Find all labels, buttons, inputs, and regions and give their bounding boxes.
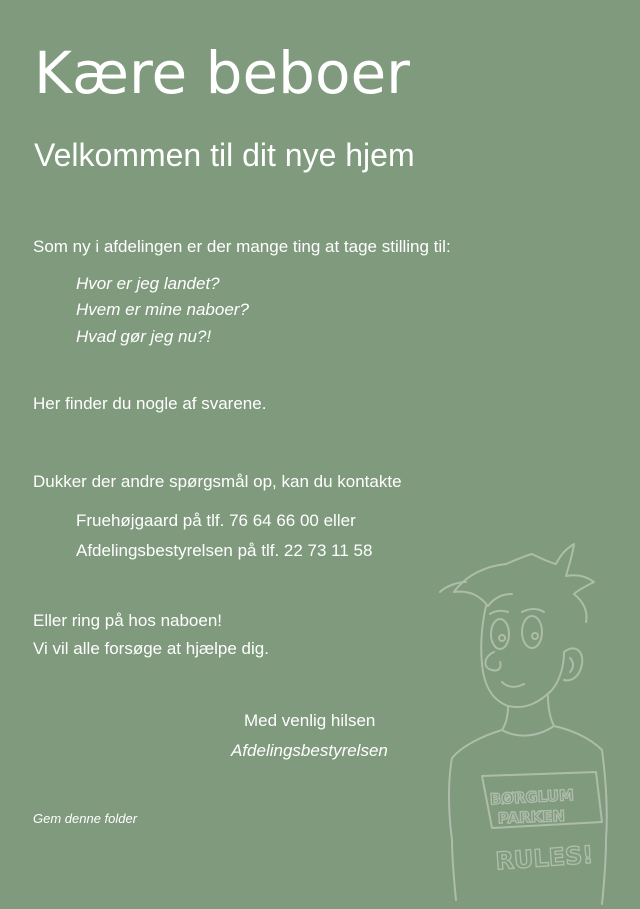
closing-greeting: Med venlig hilsen <box>244 711 376 730</box>
footer-note: Gem denne folder <box>33 811 138 826</box>
cartoon-resident-drawing-icon <box>436 540 636 909</box>
question-item: Hvem er mine naboer? <box>76 300 249 319</box>
closing-signature: Afdelingsbestyrelsen <box>231 741 388 760</box>
page-subtitle: Velkommen til dit nye hjem <box>34 137 415 173</box>
neighbor-text: Eller ring på hos naboen! <box>33 611 223 630</box>
page-title: Kære beboer <box>34 39 411 107</box>
question-item: Hvor er jeg landet? <box>76 274 220 293</box>
intro-text: Som ny i afdelingen er der mange ting at tage stilling til: <box>33 237 451 256</box>
contact-phone-administrator: Fruehøjgaard på tlf. 76 64 66 00 eller <box>76 511 356 530</box>
help-text: Vi vil alle forsøge at hjælpe dig. <box>33 639 269 658</box>
svg-text:RULES!: RULES! <box>494 840 595 876</box>
svg-text:BØRGLUM: BØRGLUM <box>489 786 575 809</box>
contact-intro: Dukker der andre spørgsmål op, kan du kontakte <box>33 472 402 491</box>
question-item: Hvad gør jeg nu?! <box>76 327 212 346</box>
contact-phone-board: Afdelingsbestyrelsen på tlf. 22 73 11 58 <box>76 541 373 560</box>
svg-text:PARKEN: PARKEN <box>497 806 566 828</box>
answers-text: Her finder du nogle af svarene. <box>33 394 267 413</box>
